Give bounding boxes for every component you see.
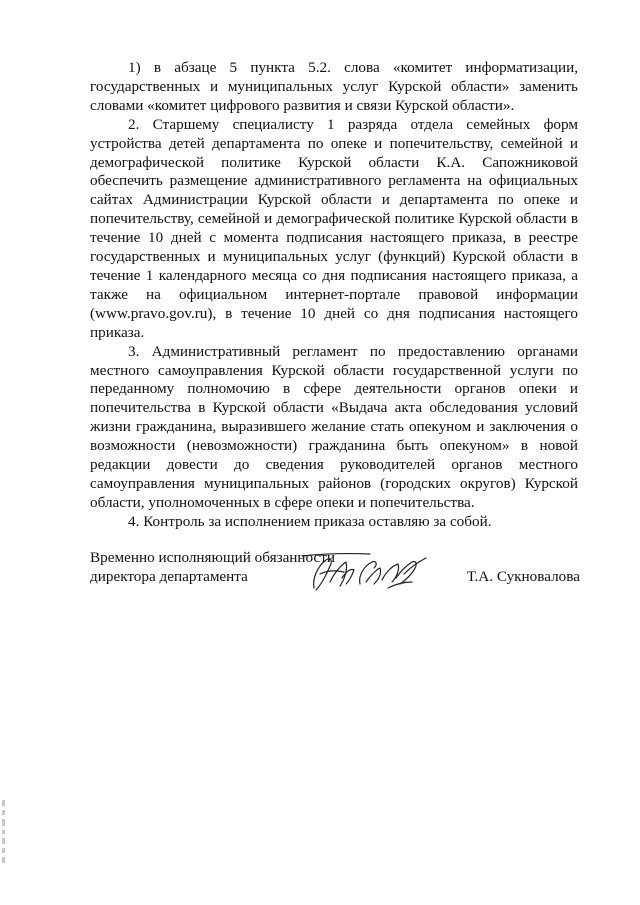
paragraph-item-4: 4. Контроль за исполнением приказа оставляю за собой. [128, 512, 492, 530]
signer-title-line-2: директора департамента [90, 568, 248, 585]
signer-name: Т.А. Сукновалова [466, 568, 580, 585]
document-body [90, 59, 578, 532]
paragraph-item-2: 2. Старшему специалисту 1 разряда отдела семейных форм устройства детей департамента по опеке и попечительству, семейной и демографической политике Курской области К.А. Сапожниковой обеспечить размещение административного регламента на официальных сайтах Администрации Курской области и департамента по опеке и попечительству, семейной и демографической политике Курской области в течение 10 дней с момента подписания настоящего приказа, в реестре государственных и муниципальных услуг (функций) Курской области в течение 1 календарного месяца со дня подписания настоящего приказа, а также на официальном интернет-портале правовой информации (www.pravo.gov.ru), в течение 10 дней со дня подписания настоящего приказа. [90, 115, 578, 341]
margin-mark [2, 800, 5, 870]
paragraph-item-3: 3. Административный регламент по предоставлению органами местного самоуправления Курской области государственной услуги по переданному полномочию в сфере деятельности органов опеки и попечительства в Курской области «Выдача акта обследования условий жизни гражданина, выразившего желание стать опекуном и заключения о возможности (невозможности) гражданина быть опекуном» в новой редакции довести до сведения руководителей органов местного самоуправления муниципальных районов (городских округов) Курской области, уполномоченных в сфере опеки и попечительства. [90, 342, 578, 511]
paragraph-item-1-1: 1) в абзаце 5 пункта 5.2. слова «комитет информатизации, государственных и муниципальных услуг Курской области» заменить словами «комитет цифрового развития и связи Курской области». [90, 59, 578, 114]
signer-title-line-1: Временно исполняющий обязанности [90, 549, 336, 566]
handwritten-signature [300, 548, 435, 603]
